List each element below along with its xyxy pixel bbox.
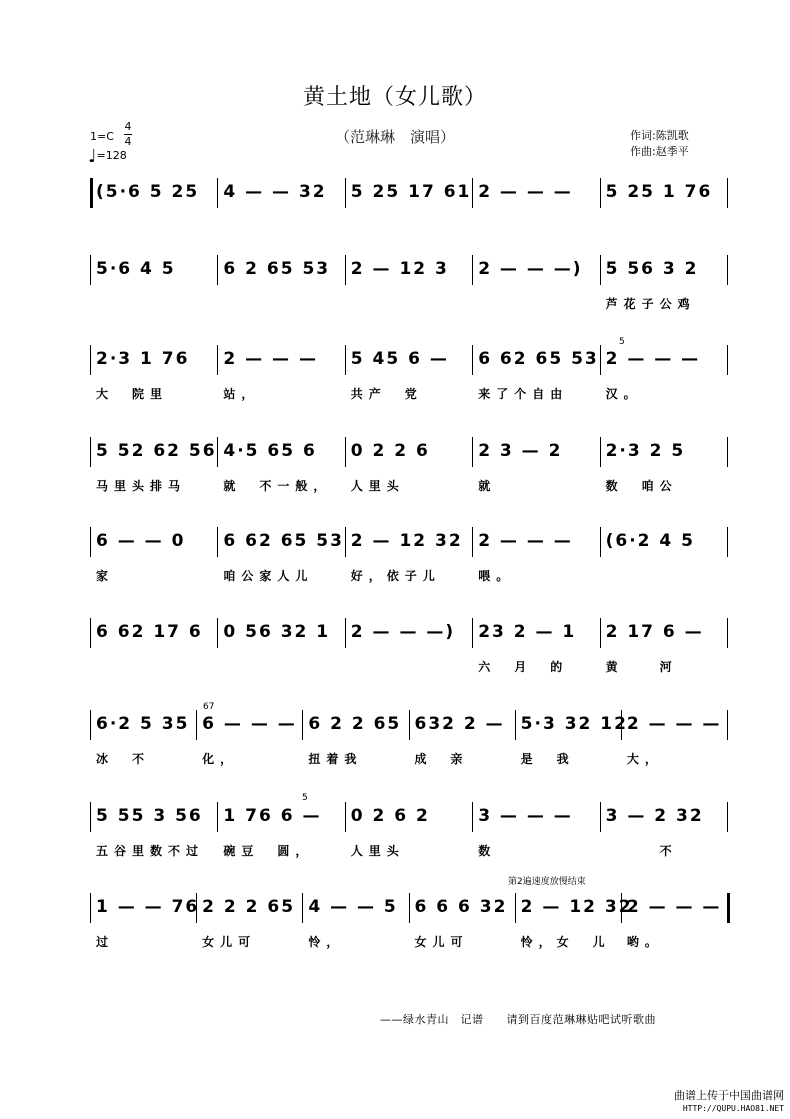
lyric-text: 女儿可 <box>414 935 469 949</box>
measure-notes: 5 56 3 2 <box>605 259 699 279</box>
quarter-note-icon: ♩ <box>88 146 97 167</box>
lyric-text: 过 <box>96 935 115 949</box>
measure <box>472 618 599 698</box>
ending-instruction: 第2遍速度放慢结束 <box>508 877 586 887</box>
barline <box>727 345 728 375</box>
measure-notes: 6 2 2 65 <box>308 714 402 734</box>
barline <box>727 527 728 557</box>
measure <box>472 255 599 335</box>
lyric-text: 数 <box>478 844 497 858</box>
measure <box>302 893 408 973</box>
measure <box>345 255 472 335</box>
measure <box>600 527 727 607</box>
measure-notes: 4 — — 32 <box>223 182 327 202</box>
lyric-text: 五谷里数不过 <box>96 844 205 858</box>
measure-notes: 1 — — 76 <box>96 897 200 917</box>
measure <box>621 893 727 973</box>
watermark-line1: 曲谱上传于中国曲谱网 <box>674 1089 784 1102</box>
measure-notes: 2·3 1 76 <box>96 349 190 369</box>
lyric-text: 汉。 <box>605 387 642 401</box>
measure <box>409 710 515 790</box>
meter-top: 4 <box>124 120 132 133</box>
watermark-url: HTTP://QUPU.HAO81.NET <box>682 1104 784 1113</box>
lyric-text: 就 不一般， <box>223 479 332 493</box>
lyric-text: 芦花子公鸡 <box>605 297 696 311</box>
measure <box>515 893 633 973</box>
measure <box>472 527 599 607</box>
measure-notes: 5 52 62 56 <box>96 441 217 461</box>
lyric-text: 黄 河 <box>605 660 678 674</box>
measure-notes: 2 — 12 32 <box>350 531 463 551</box>
grace-note-2: 67 <box>203 702 215 712</box>
measure <box>90 345 217 425</box>
lyric-text: 人里头 <box>350 844 405 858</box>
measure <box>90 710 196 790</box>
time-signature <box>124 121 132 148</box>
lyric-text: 冰 不 <box>96 752 151 766</box>
measure-notes: (6·2 4 5 <box>605 531 695 551</box>
measure-notes: 632 2 — <box>414 714 505 734</box>
measure-notes: 2 2 2 65 <box>202 897 296 917</box>
measure <box>345 527 472 607</box>
measure <box>90 178 217 258</box>
measure-notes: 2 — — — <box>605 349 701 369</box>
lyric-text: 数 咱公 <box>605 479 678 493</box>
score-row <box>0 618 790 698</box>
measure <box>196 893 302 973</box>
measure-notes: 6 62 65 53 <box>223 531 344 551</box>
lyric-text: 咱公家人儿 <box>223 569 314 583</box>
measure-notes: 1 76 6 — <box>223 806 322 826</box>
measure <box>196 710 302 790</box>
lyric-text: 喂。 <box>478 569 515 583</box>
barline <box>727 437 728 467</box>
lyric-text: 大， <box>626 752 663 766</box>
lyric-text: 共产 党 <box>350 387 423 401</box>
lyric-text: 是 我 <box>520 752 575 766</box>
transcriber-credit: ——绿水青山 记谱 请到百度范琳琳贴吧试听歌曲 <box>380 1013 656 1026</box>
measure-notes: 5·3 32 12 <box>520 714 628 734</box>
measure <box>90 893 200 973</box>
score-row <box>0 527 790 607</box>
barline <box>727 893 730 923</box>
measure <box>90 255 217 335</box>
lyric-text: 扭着我 <box>308 752 363 766</box>
measure-notes: 2 — — — <box>223 349 318 369</box>
measure-notes: 0 2 6 2 <box>350 806 430 826</box>
measure-notes: 0 2 2 6 <box>350 441 430 461</box>
score-row <box>0 345 790 425</box>
key-signature: 1=C <box>90 130 114 143</box>
measure-notes: 5 25 17 61 <box>350 182 472 202</box>
meter-bottom: 4 <box>124 135 132 148</box>
measure-notes: 2 3 — 2 <box>478 441 563 461</box>
measure <box>90 437 217 517</box>
measure-notes: 5·6 4 5 <box>96 259 176 279</box>
measure <box>90 802 217 882</box>
barline <box>727 255 728 285</box>
measure <box>90 618 217 698</box>
measure-notes: 2 — — —) <box>478 259 583 279</box>
barline <box>727 178 728 208</box>
measure <box>217 255 344 335</box>
measure <box>600 802 727 882</box>
measure-notes: 6 — — 0 <box>96 531 186 551</box>
song-title: 黄土地（女儿歌） <box>302 85 487 110</box>
measure <box>472 178 599 258</box>
lyric-text: 怜，女 儿 <box>520 935 611 949</box>
measure-notes: 6 2 65 53 <box>223 259 331 279</box>
measure <box>345 178 472 258</box>
measure-notes: 3 — 2 32 <box>605 806 704 826</box>
measure-notes: 2 — 12 32 <box>520 897 633 917</box>
measure <box>217 345 344 425</box>
composer: 作曲:赵季平 <box>630 145 689 158</box>
barline <box>727 710 728 740</box>
measure-notes: 5 55 3 56 <box>96 806 203 826</box>
lyric-text: 六 月 的 <box>478 660 569 674</box>
barline <box>727 618 728 648</box>
measure-notes: 2 — — —) <box>350 622 456 642</box>
lyric-text: 大 院里 <box>96 387 169 401</box>
measure-notes: 2 — — — <box>626 897 722 917</box>
measure-notes: 2 17 6 — <box>605 622 704 642</box>
measure-notes: 4 — — 5 <box>308 897 398 917</box>
measure <box>217 527 344 607</box>
lyric-text: 好，依子儿 <box>350 569 441 583</box>
measure <box>515 710 628 790</box>
measure-notes: 6 — — — <box>202 714 297 734</box>
measure <box>472 345 599 425</box>
lyric-text: 家 <box>96 569 115 583</box>
credits <box>630 128 689 160</box>
grace-note-1: 5 <box>619 337 625 347</box>
measure-notes: 4·5 65 6 <box>223 441 317 461</box>
lyric-text: 碗豆 圆， <box>223 844 314 858</box>
score-row <box>0 255 790 335</box>
measure-notes: 5 45 6 — <box>350 349 449 369</box>
measure <box>600 345 727 425</box>
score-row <box>0 802 790 882</box>
barline <box>727 802 728 832</box>
measure <box>302 710 408 790</box>
tempo-value: =128 <box>96 149 127 162</box>
measure-notes: 2 — — — <box>626 714 722 734</box>
measure-notes: 2 — — — <box>478 182 573 202</box>
score-row <box>0 178 790 258</box>
measure <box>472 437 599 517</box>
score-row <box>0 893 790 973</box>
lyric-text: 人里头 <box>350 479 405 493</box>
lyric-text: 女儿可 <box>202 935 257 949</box>
measure-notes: (5·6 5 25 <box>96 182 200 202</box>
measure <box>217 178 344 258</box>
grace-note-3: 5 <box>302 793 308 803</box>
score-row <box>0 710 790 790</box>
measure <box>345 802 472 882</box>
lyric-text: 站， <box>223 387 260 401</box>
lyric-text: 马里头排马 <box>96 479 187 493</box>
measure-notes: 2 — — — <box>478 531 573 551</box>
measure-notes: 2 — 12 3 <box>350 259 449 279</box>
lyric-text: 成 亲 <box>414 752 469 766</box>
measure-notes: 23 2 — 1 <box>478 622 577 642</box>
measure <box>600 255 727 335</box>
measure-notes: 3 — — — <box>478 806 573 826</box>
lyric-text: 哟。 <box>626 935 663 949</box>
measure <box>345 345 472 425</box>
measure-notes: 6 6 6 32 <box>414 897 508 917</box>
lyric-text: 化， <box>202 752 239 766</box>
measure <box>217 437 344 517</box>
lyric-text: 不 <box>605 844 678 858</box>
measure <box>409 893 515 973</box>
measure-notes: 6 62 65 53 <box>478 349 599 369</box>
measure <box>621 710 727 790</box>
measure <box>600 178 727 258</box>
measure <box>90 527 217 607</box>
measure <box>217 618 344 698</box>
lyric-text: 就 <box>478 479 497 493</box>
lyric-text: 怜， <box>308 935 345 949</box>
performer-subtitle: （范琳琳 演唱） <box>334 128 455 146</box>
measure <box>345 437 472 517</box>
measure-notes: 6·2 5 35 <box>96 714 190 734</box>
measure <box>600 618 727 698</box>
measure <box>472 802 599 882</box>
measure <box>217 802 344 882</box>
tempo-mark <box>88 146 127 167</box>
site-watermark <box>674 1089 784 1115</box>
measure <box>600 437 727 517</box>
measure-notes: 0 56 32 1 <box>223 622 331 642</box>
measure-notes: 6 62 17 6 <box>96 622 203 642</box>
score-row <box>0 437 790 517</box>
measure-notes: 5 25 1 76 <box>605 182 713 202</box>
measure-notes: 2·3 2 5 <box>605 441 686 461</box>
measure <box>345 618 472 698</box>
lyric-text: 来了个自由 <box>478 387 569 401</box>
lyricist: 作词:陈凯歌 <box>630 129 689 142</box>
